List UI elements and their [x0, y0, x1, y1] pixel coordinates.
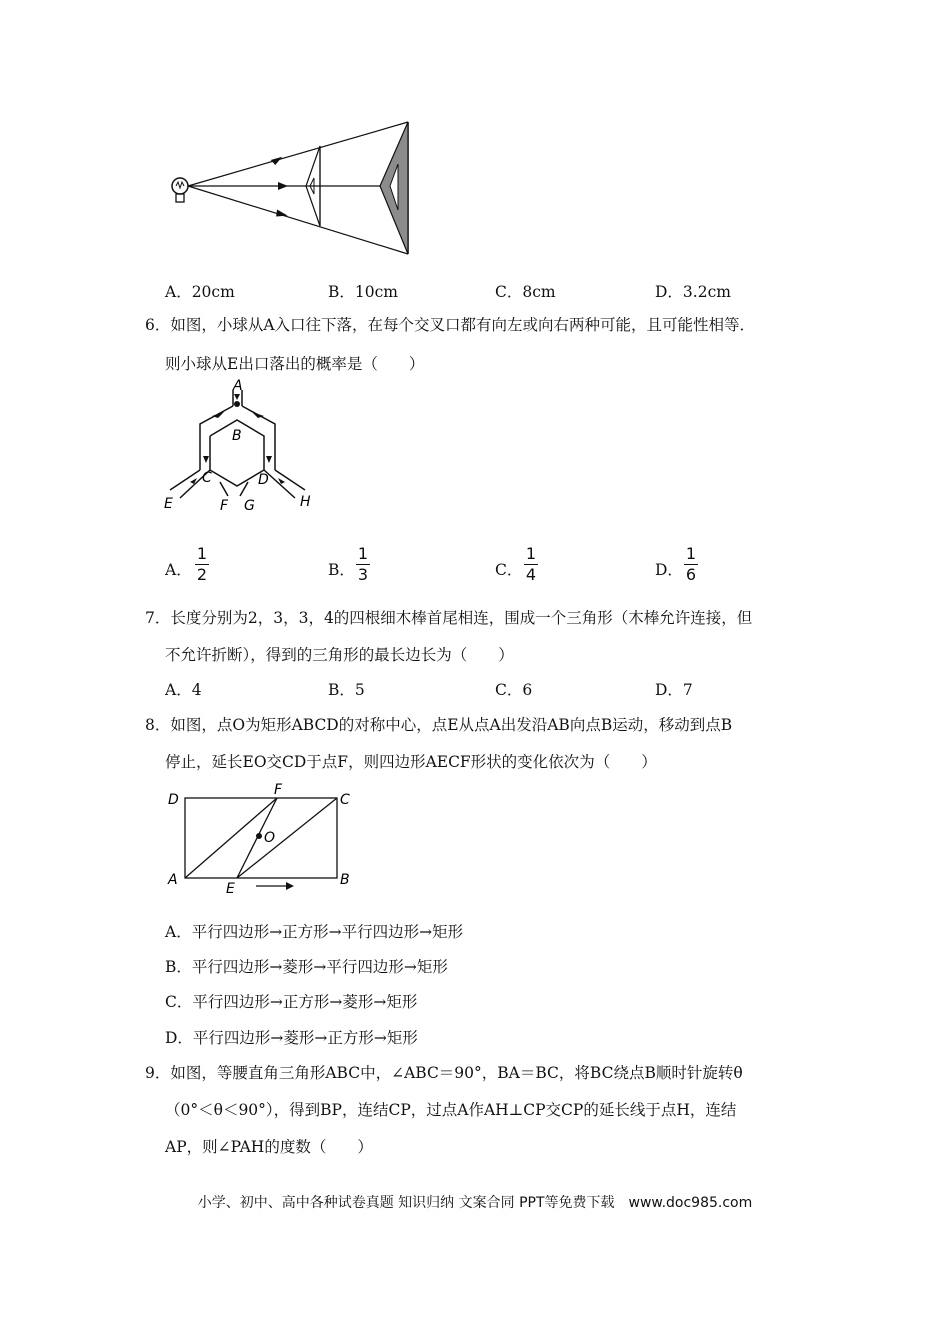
label-D: D: [168, 792, 179, 808]
label-B: B: [232, 428, 242, 444]
q8-option-a: A．平行四边形→正方形→平行四边形→矩形: [165, 923, 464, 941]
q6-option-c-letter: C．: [495, 561, 523, 579]
q8-option-c: C．平行四边形→正方形→菱形→矩形: [165, 993, 418, 1011]
q7-option-c: C．6: [495, 681, 533, 699]
label-A: A: [168, 872, 178, 888]
q6-option-a-letter: A．: [165, 561, 192, 579]
q6-stem-line1: 6．如图，小球从A入口往下落，在每个交叉口都有向左或向右两种可能，且可能性相等．: [145, 316, 756, 334]
page-footer: 小学、初中、高中各种试卷真题 知识归纳 文案合同 PPT等免费下载 www.doc985.com: [197, 1195, 753, 1211]
q8-stem-line2: 停止，延长EO交CD于点F，则四边形AECF形状的变化依次为（ ）: [165, 753, 657, 771]
q6-option-b-fraction: 1 3: [357, 544, 369, 584]
q6-option-d-letter: D．: [655, 561, 683, 579]
q8-option-b: B．平行四边形→菱形→平行四边形→矩形: [165, 958, 448, 976]
label-E: E: [164, 496, 173, 512]
label-E: E: [226, 881, 235, 896]
label-C: C: [202, 470, 212, 486]
q6-option-c-fraction: 1 4: [525, 544, 537, 584]
q7-stem-line2: 不允许折断），得到的三角形的最长边长为（ ）: [165, 646, 514, 664]
q9-stem-line1: 9．如图，等腰直角三角形ABC中，∠ABC＝90°，BA＝BC，将BC绕点B顺时针旋转θ: [145, 1064, 743, 1082]
q6-option-d-fraction: 1 6: [685, 544, 697, 584]
label-B: B: [340, 872, 350, 888]
q5-option-a: A．20cm: [165, 283, 235, 301]
q7-option-a: A．4: [165, 681, 202, 699]
q7-option-b: B．5: [328, 681, 365, 699]
label-G: G: [244, 498, 255, 513]
label-D: D: [258, 472, 269, 488]
label-H: H: [300, 494, 311, 510]
q7-option-d: D．7: [655, 681, 693, 699]
q9-stem-line2: （0°＜θ＜90°），得到BP，连结CP，过点A作AH⊥CP交CP的延长线于点H，连结: [165, 1101, 737, 1119]
rectangle-figure: [160, 778, 370, 896]
q8-stem-line1: 8．如图，点O为矩形ABCD的对称中心，点E从点A出发沿AB向点B运动，移动到点B: [145, 716, 733, 734]
label-C: C: [340, 792, 350, 808]
q6-stem-line2: 则小球从E出口落出的概率是（ ）: [165, 355, 425, 373]
label-F: F: [274, 782, 283, 798]
projection-figure: [160, 112, 420, 262]
label-F: F: [220, 498, 229, 513]
q6-option-b-letter: B．: [328, 561, 355, 579]
label-O: O: [264, 830, 276, 846]
q6-option-a-fraction: 1 2: [196, 544, 208, 584]
q5-option-d: D．3.2cm: [655, 283, 731, 301]
q5-option-b: B．10cm: [328, 283, 398, 301]
ball-path-figure: [160, 378, 320, 513]
q8-option-d: D．平行四边形→菱形→正方形→矩形: [165, 1029, 418, 1047]
q7-stem-line1: 7．长度分别为2，3，3，4的四根细木棒首尾相连，围成一个三角形（木棒允许连接，但: [145, 609, 753, 627]
q9-stem-line3: AP，则∠PAH的度数（ ）: [165, 1138, 373, 1156]
q5-option-c: C．8cm: [495, 283, 556, 301]
label-A: A: [233, 378, 243, 394]
